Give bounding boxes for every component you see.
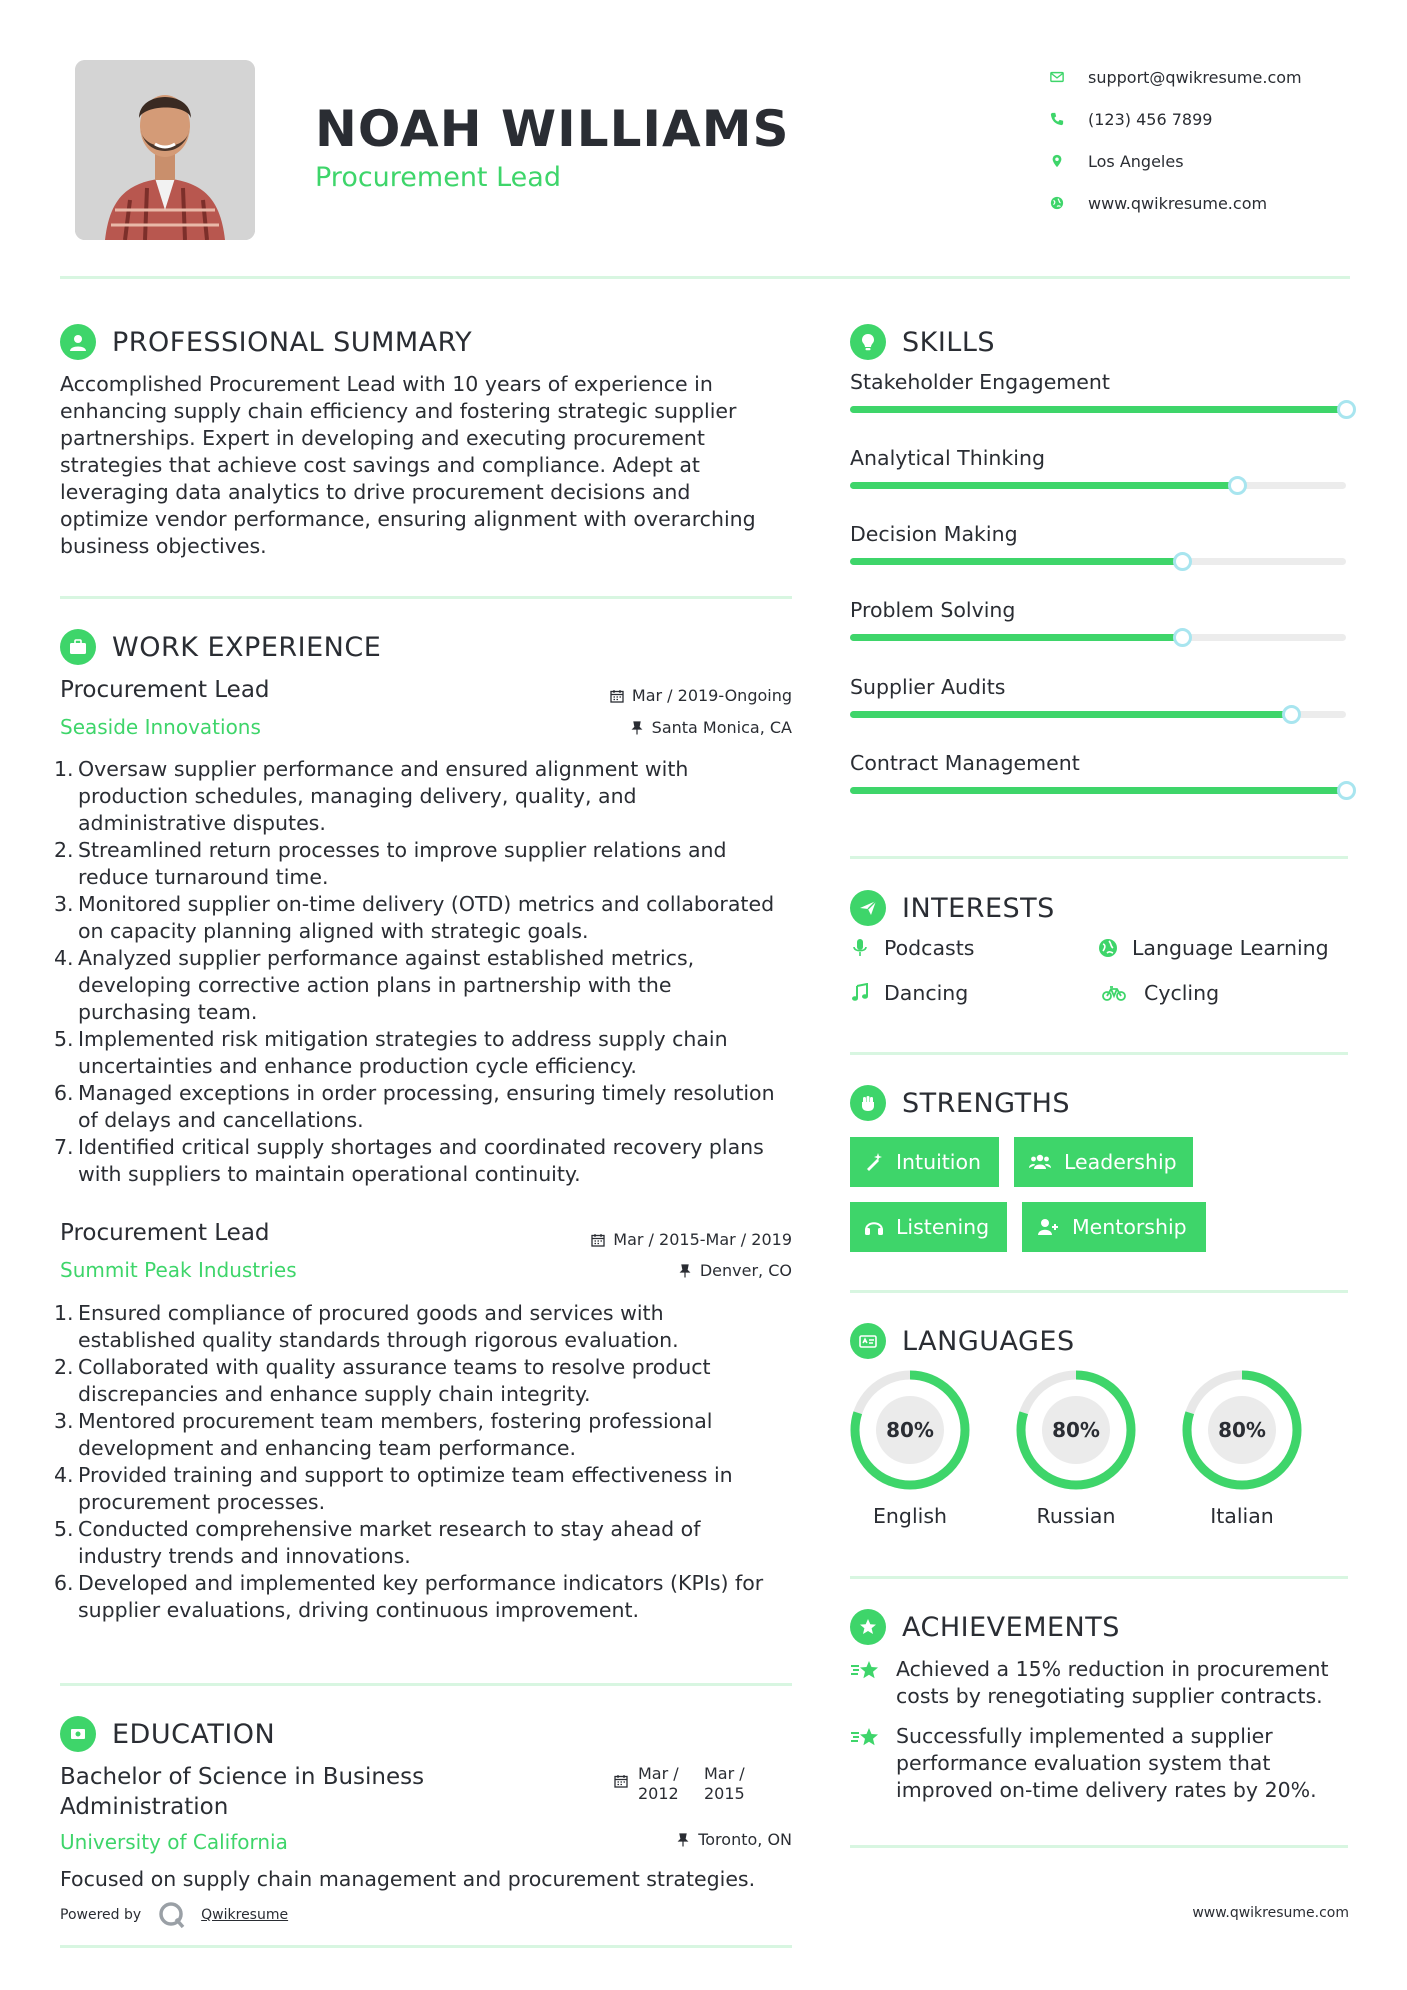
contact-website-text: www.qwikresume.com (1088, 193, 1268, 213)
achievement-item (850, 1723, 1350, 1804)
location-icon (1050, 154, 1088, 168)
education-divider (60, 1945, 792, 1948)
footer-website[interactable]: www.qwikresume.com (1192, 1905, 1349, 1921)
languages-heading-text: LANGUAGES (902, 1325, 1075, 1357)
phone-icon (1050, 112, 1088, 126)
skill-bar-knob (1173, 552, 1192, 571)
list-item: Oversaw supplier performance and ensured alignment with production schedules, managing delivery, quality, and administrative disputes. (78, 757, 689, 835)
summary-line: strategies that achieve cost savings and compliance. Adept at (60, 453, 700, 477)
skill-item (850, 675, 1350, 718)
calendar-icon (614, 1774, 628, 1788)
degree-title (60, 1762, 424, 1822)
contact-phone-text: (123) 456 7899 (1088, 109, 1213, 129)
achievement-item (850, 1656, 1350, 1710)
skill-bar-fill (850, 482, 1237, 489)
job-location-text: Denver, CO (699, 1261, 792, 1280)
microphone-icon (850, 938, 870, 958)
job-title: Procurement Lead (60, 677, 270, 703)
list-item: Ensured compliance of procured goods and services with established quality standards through rigorous evaluation. (78, 1301, 679, 1352)
calendar-icon (591, 1233, 605, 1247)
globe-icon (1050, 196, 1088, 210)
list-item: Mentored procurement team members, fostering professional development and enhancing team performance. (78, 1409, 713, 1460)
language-name: Italian (1210, 1504, 1274, 1528)
skill-bar (850, 406, 1346, 413)
skill-item (850, 522, 1350, 565)
interest-label: Cycling (1144, 981, 1220, 1005)
skill-item (850, 598, 1350, 641)
list-item: Identified critical supply shortages and coordinated recovery plans with suppliers to maintain operational continuity. (78, 1135, 764, 1186)
music-note-icon (850, 983, 870, 1003)
trophy-star-icon (850, 1723, 896, 1804)
summary-line: leveraging data analytics to drive procurement decisions and (60, 480, 691, 504)
skill-bar (850, 482, 1346, 489)
language-ring (848, 1368, 972, 1492)
pin-icon (678, 1264, 692, 1278)
skill-bar (850, 558, 1346, 565)
list-item: Monitored supplier on-time delivery (OTD) metrics and collaborated on capacity planning aligned with strategic goals. (78, 892, 775, 943)
skill-label: Stakeholder Engagement (850, 370, 1110, 394)
skill-label: Contract Management (850, 751, 1080, 775)
achievement-text: Achieved a 15% reduction in procurement costs by renegotiating supplier contracts. (896, 1657, 1329, 1708)
list-item: Provided training and support to optimize team effectiveness in procurement processes. (78, 1463, 733, 1514)
skill-item (850, 446, 1350, 489)
email-icon (1050, 70, 1088, 84)
interest-label: Dancing (884, 981, 969, 1005)
school-name: University of California (60, 1830, 288, 1854)
education-heading (60, 1716, 275, 1752)
summary-line: enhancing supply chain efficiency and fostering strategic supplier (60, 399, 737, 423)
education-location-text: Toronto, ON (698, 1830, 792, 1849)
language-item (1180, 1368, 1304, 1528)
strength-label: Listening (896, 1215, 990, 1239)
skill-bar (850, 711, 1346, 718)
achievements-heading-text: ACHIEVEMENTS (902, 1611, 1120, 1643)
headphones-icon (864, 1217, 884, 1237)
strength-chip (850, 1137, 999, 1187)
star-badge-icon (850, 1609, 886, 1645)
skills-heading (850, 324, 995, 360)
list-item: Implemented risk mitigation strategies to address supply chain uncertainties and enhance production cycle efficiency. (78, 1027, 728, 1078)
qwikresume-logo-icon (157, 1900, 187, 1930)
language-item (1014, 1368, 1138, 1528)
candidate-title: Procurement Lead (315, 162, 561, 193)
skill-item (850, 370, 1350, 413)
languages-divider (850, 1576, 1348, 1579)
education-description: Focused on supply chain management and procurement strategies. (60, 1867, 756, 1891)
language-icon (850, 1323, 886, 1359)
skill-bar-knob (1173, 628, 1192, 647)
job-date (500, 1230, 792, 1249)
graduation-icon (60, 1716, 96, 1752)
job-title: Procurement Lead (60, 1220, 270, 1246)
language-item (848, 1368, 972, 1528)
pin-icon (676, 1833, 690, 1847)
contact-website[interactable] (1050, 182, 1380, 224)
lightbulb-icon (850, 324, 886, 360)
strength-chip (850, 1202, 1007, 1252)
work-heading-text: WORK EXPERIENCE (112, 631, 382, 663)
interest-label: Language Learning (1132, 936, 1329, 960)
qwikresume-link[interactable]: Qwikresume (201, 1907, 289, 1923)
interest-item (850, 936, 974, 960)
degree-line: Administration (60, 1794, 229, 1820)
skills-heading-text: SKILLS (902, 326, 996, 358)
company-name: Summit Peak Industries (60, 1258, 297, 1282)
achievement-text: Successfully implemented a supplier performance evaluation system that improved on-time delivery rates by 20%. (896, 1724, 1317, 1802)
contact-location (1050, 140, 1380, 182)
summary-text (60, 371, 800, 560)
person-photo-illustration (75, 60, 255, 240)
summary-line: Accomplished Procurement Lead with 10 years of experience in (60, 372, 713, 396)
skills-divider (850, 856, 1348, 859)
job-bullets (60, 756, 810, 1188)
summary-line: business objectives. (60, 534, 267, 558)
strengths-heading (850, 1085, 1070, 1121)
skill-label: Analytical Thinking (850, 446, 1045, 470)
work-heading (60, 629, 381, 665)
interest-item (1098, 981, 1219, 1005)
powered-by (60, 1900, 288, 1930)
summary-heading-text: PROFESSIONAL SUMMARY (112, 326, 473, 358)
degree-line: Bachelor of Science in Business (60, 1764, 425, 1790)
language-percent: 80% (1052, 1418, 1100, 1442)
profile-photo (75, 60, 255, 240)
skill-bar (850, 787, 1346, 794)
skill-bar-fill (850, 634, 1182, 641)
contact-list (1050, 56, 1380, 224)
list-item: Analyzed supplier performance against established metrics, developing corrective action plans in partnership with the purchasing team. (78, 946, 695, 1024)
trophy-star-icon (850, 1656, 896, 1710)
interest-label: Podcasts (884, 936, 975, 960)
calendar-icon (610, 689, 624, 703)
pin-icon (630, 721, 644, 735)
skill-bar-knob (1337, 781, 1356, 800)
skill-bar-fill (850, 711, 1291, 718)
achievements-heading (850, 1609, 1120, 1645)
skill-bar-fill (850, 787, 1346, 794)
list-item: Managed exceptions in order processing, ensuring timely resolution of delays and cancellations. (78, 1081, 775, 1132)
achievements-divider (850, 1845, 1348, 1848)
education-dates (614, 1764, 774, 1804)
job-location-text: Santa Monica, CA (651, 718, 792, 737)
user-icon (60, 324, 96, 360)
skill-bar (850, 634, 1346, 641)
job-date-text: Mar / 2015-Mar / 2019 (613, 1230, 792, 1249)
language-percent: 80% (886, 1418, 934, 1442)
contact-email-text: support@qwikresume.com (1088, 67, 1302, 87)
strength-label: Mentorship (1072, 1215, 1187, 1239)
job-date-text: Mar / 2019-Ongoing (631, 686, 792, 705)
strength-label: Intuition (896, 1150, 982, 1174)
interests-divider (850, 1052, 1348, 1055)
globe-icon (1098, 938, 1118, 958)
magic-wand-icon (864, 1152, 884, 1172)
job-location (500, 718, 792, 737)
powered-by-label: Powered by (60, 1907, 142, 1923)
bicycle-icon (1098, 983, 1130, 1003)
users-icon (1028, 1152, 1052, 1172)
user-plus-icon (1036, 1217, 1060, 1237)
skill-bar-knob (1282, 705, 1301, 724)
skill-label: Problem Solving (850, 598, 1016, 622)
languages-heading (850, 1323, 1075, 1359)
interests-heading-text: INTERESTS (902, 892, 1055, 924)
list-item: Streamlined return processes to improve supplier relations and reduce turnaround time. (78, 838, 727, 889)
education-end-date: Mar / 2015 (704, 1764, 745, 1803)
fist-icon (850, 1085, 886, 1121)
language-percent: 80% (1218, 1418, 1266, 1442)
paper-plane-icon (850, 890, 886, 926)
strength-chip (1014, 1137, 1193, 1187)
contact-location-text: Los Angeles (1088, 151, 1184, 171)
strength-label: Leadership (1064, 1150, 1177, 1174)
summary-heading (60, 324, 472, 360)
strength-chip (1022, 1202, 1206, 1252)
skill-label: Supplier Audits (850, 675, 1006, 699)
skill-bar-knob (1228, 476, 1247, 495)
language-ring (1014, 1368, 1138, 1492)
list-item: Developed and implemented key performance indicators (KPIs) for supplier evaluations, driving continuous improvement. (78, 1571, 764, 1622)
education-location (500, 1830, 792, 1849)
skill-label: Decision Making (850, 522, 1018, 546)
briefcase-icon (60, 629, 96, 665)
language-name: Russian (1036, 1504, 1116, 1528)
skill-bar-fill (850, 406, 1346, 413)
strengths-divider (850, 1290, 1348, 1293)
contact-phone[interactable] (1050, 98, 1380, 140)
job-bullets (60, 1300, 810, 1624)
interest-item (1098, 936, 1329, 960)
skill-bar-fill (850, 558, 1182, 565)
interests-heading (850, 890, 1055, 926)
education-heading-text: EDUCATION (112, 1718, 276, 1750)
job-location (500, 1261, 792, 1280)
work-divider (60, 1683, 792, 1686)
language-ring (1180, 1368, 1304, 1492)
summary-line: partnerships. Expert in developing and executing procurement (60, 426, 705, 450)
language-name: English (872, 1504, 948, 1528)
company-name: Seaside Innovations (60, 715, 261, 739)
skill-item (850, 751, 1350, 794)
list-item: Conducted comprehensive market research to stay ahead of industry trends and innovations. (78, 1517, 701, 1568)
strengths-heading-text: STRENGTHS (902, 1087, 1071, 1119)
candidate-name: NOAH WILLIAMS (315, 100, 790, 158)
contact-email[interactable] (1050, 56, 1380, 98)
job-date (500, 686, 792, 705)
interest-item (850, 981, 968, 1005)
list-item: Collaborated with quality assurance teams to resolve product discrepancies and enhance supply chain integrity. (78, 1355, 711, 1406)
education-start-date: Mar / 2012 (638, 1764, 679, 1803)
summary-divider (60, 596, 792, 599)
summary-line: optimize vendor performance, ensuring alignment with overarching (60, 507, 756, 531)
skill-bar-knob (1337, 400, 1356, 419)
header-divider (60, 276, 1350, 279)
